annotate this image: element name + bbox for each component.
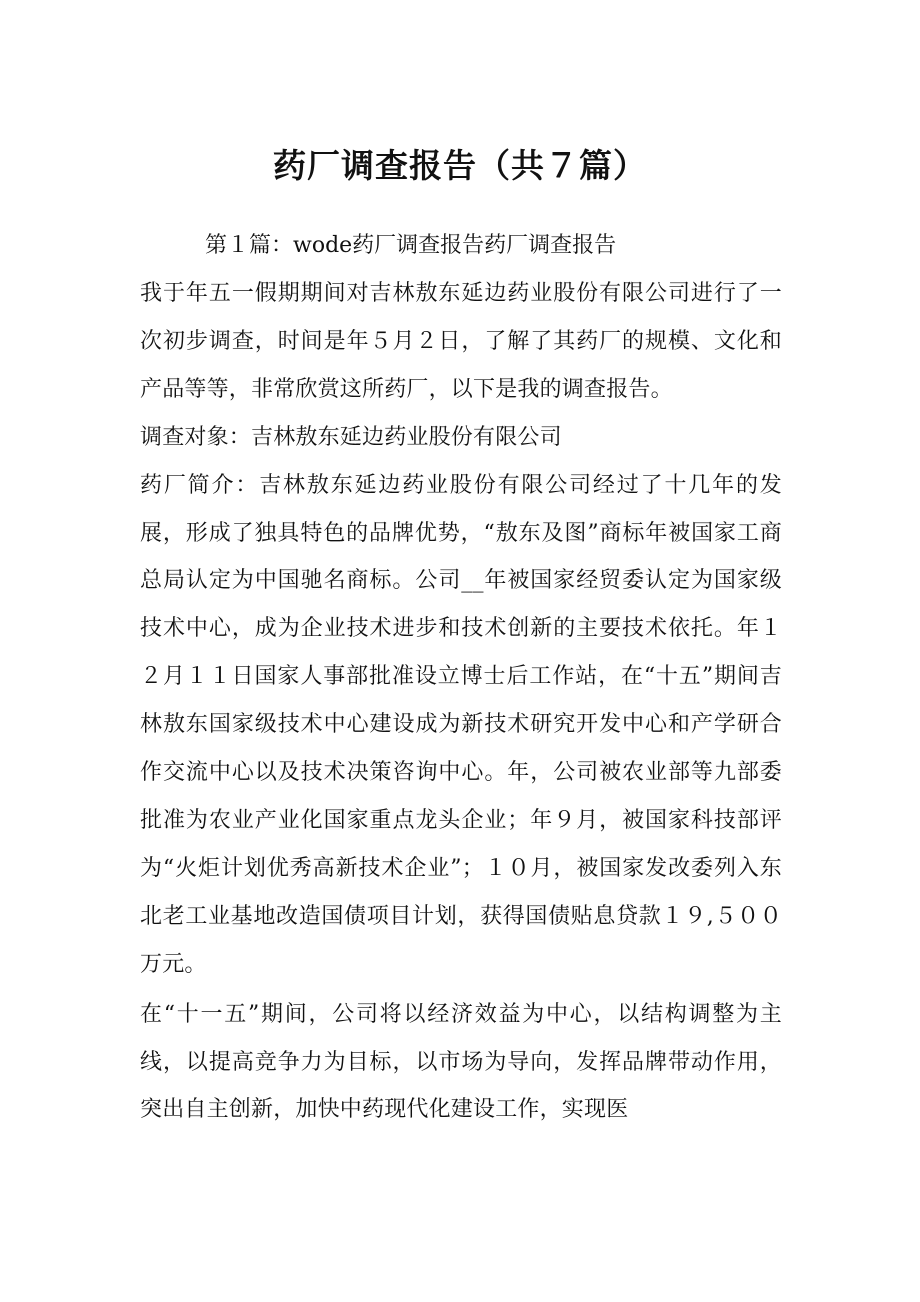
document-body (140, 270, 782, 1134)
paragraph-plan: 在“十一五”期间，公司将以经济效益为中心，以结构调整为主线，以提高竞争力为目标，以市场为导向，发挥品牌带动作用，突出自主创新，加快中药现代化建设工作，实现医 (140, 1001, 782, 1123)
paragraph-intro: 我于年五一假期期间对吉林敖东延边药业股份有限公司进行了一次初步调查，时间是年５月２日，了解了其药厂的规模、文化和产品等等，非常欣赏这所药厂，以下是我的调查报告。 (140, 281, 782, 402)
paragraph-subject: 调查对象：吉林敖东延边药业股份有限公司 (140, 424, 562, 450)
paragraph-profile: 药厂简介：吉林敖东延边药业股份有限公司经过了十几年的发展，形成了独具特色的品牌优势，“敖东及图”商标年被国家工商总局认定为中国驰名商标。公司__年被国家经贸委认定为国家级技术中心，成为企业技术进步和技术创新的主要技术依托。年１２月１１日国家人事部批准设立博士后工作站，在“十五”期间吉林敖东国家级技术中心建设成为新技术研究开发中心和产学研合作交流中心以及技术决策咨询中心。年，公司被农业部等九部委批准为农业产业化国家重点龙头企业；年９月，被国家科技部评为“火炬计划优秀高新技术企业”；１０月，被国家发改委列入东北老工业基地改造国债项目计划，获得国债贴息贷款１９,５００万元。 (140, 472, 782, 977)
section-heading: 第１篇：wode药厂调查报告药厂调查报告 (205, 233, 617, 258)
document-title: 药厂调查报告（共７篇） (273, 146, 647, 185)
